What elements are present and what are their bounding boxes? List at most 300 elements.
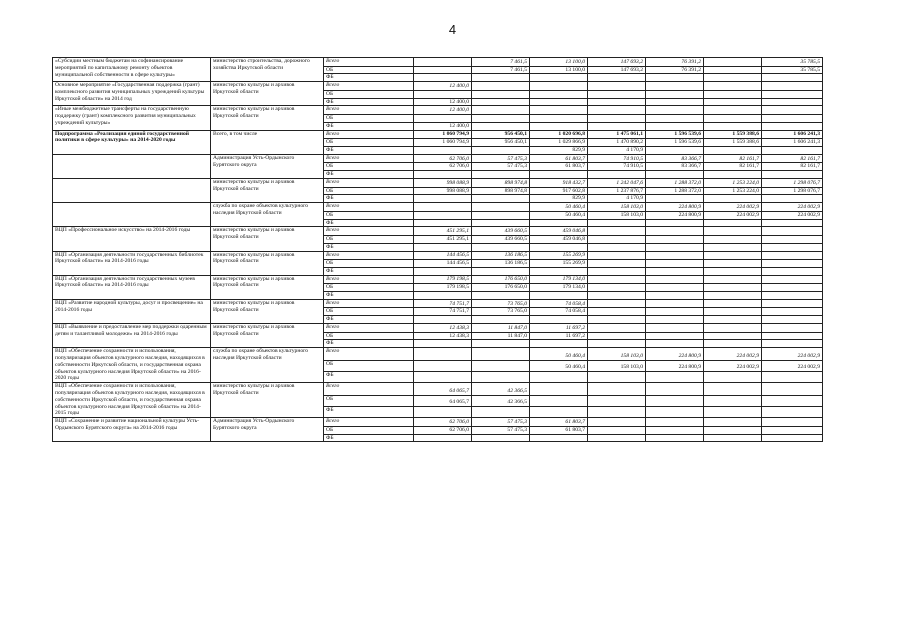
value-cell xyxy=(762,98,823,106)
value-cell: 224 002,9 xyxy=(704,360,762,371)
value-cell xyxy=(414,406,472,417)
value-cell xyxy=(588,235,646,243)
value-cell xyxy=(472,211,530,219)
value-cell: 176 650,0 xyxy=(472,284,530,292)
budget-row xyxy=(53,227,823,236)
value-cell: 12 400,0 xyxy=(414,98,472,106)
value-cell: 4 170,9 xyxy=(588,146,646,154)
value-cell xyxy=(530,90,588,98)
value-cell xyxy=(588,383,646,395)
value-cell xyxy=(646,74,704,82)
value-cell: 11 697,2 xyxy=(530,324,588,333)
funding-source-cell: ОБ xyxy=(324,163,414,171)
value-cell xyxy=(414,171,472,179)
value-cell xyxy=(530,219,588,227)
value-cell: 224 002,9 xyxy=(704,203,762,212)
value-cell xyxy=(762,284,823,292)
value-cell: 1 288 372,0 xyxy=(646,178,704,187)
value-cell xyxy=(588,275,646,284)
value-cell: 179 198,5 xyxy=(414,275,472,284)
value-cell: 451 295,1 xyxy=(414,235,472,243)
value-cell: 224 002,9 xyxy=(762,203,823,212)
value-cell xyxy=(472,203,530,212)
value-cell: 62 706,0 xyxy=(414,418,472,427)
value-cell xyxy=(472,82,530,91)
value-cell xyxy=(472,98,530,106)
value-cell xyxy=(588,260,646,268)
value-cell: 50 460,4 xyxy=(530,211,588,219)
executor-cell: министерство строительства, дорожного хозяйства Иркутской области xyxy=(211,58,324,82)
value-cell xyxy=(704,74,762,82)
budget-row xyxy=(53,299,823,308)
value-cell: 136 186,5 xyxy=(472,251,530,260)
value-cell xyxy=(762,235,823,243)
budget-row xyxy=(53,324,823,333)
funding-source-cell: ОБ xyxy=(324,332,414,340)
value-cell xyxy=(414,348,472,360)
value-cell: 155 269,9 xyxy=(530,251,588,260)
value-cell xyxy=(762,90,823,98)
funding-source-cell: ФБ xyxy=(324,146,414,154)
value-cell xyxy=(414,360,472,371)
value-cell: 82 161,7 xyxy=(762,154,823,163)
value-cell: 1 606 241,3 xyxy=(762,139,823,147)
value-cell xyxy=(704,260,762,268)
budget-row xyxy=(53,130,823,139)
value-cell xyxy=(704,426,762,434)
value-cell xyxy=(646,90,704,98)
value-cell: 829,9 xyxy=(530,146,588,154)
value-cell: 73 765,0 xyxy=(472,308,530,316)
value-cell: 439 660,5 xyxy=(472,235,530,243)
value-cell xyxy=(530,406,588,417)
executor-cell: министерство культуры и архивов Иркутской области xyxy=(211,106,324,130)
value-cell xyxy=(704,418,762,427)
program-description: ВЦП «Организация деятельности государственных библиотек Иркутской области» на 2014-2016 годы xyxy=(53,251,211,275)
value-cell: 179 198,5 xyxy=(414,284,472,292)
value-cell: 1 596 539,6 xyxy=(646,139,704,147)
program-description: ВЦП «Обеспечение сохранности и использования, популяризация объектов культурного наследия, находящихся в собственности Иркутской области, и государственная охрана объектов культурного наследия Иркутской области» на 2016-2020 годы xyxy=(53,348,211,383)
value-cell xyxy=(762,146,823,154)
funding-source-cell: ОБ xyxy=(324,139,414,147)
value-cell xyxy=(530,383,588,395)
value-cell: 11 847,0 xyxy=(472,332,530,340)
value-cell xyxy=(588,106,646,115)
program-description xyxy=(53,203,211,227)
value-cell xyxy=(762,426,823,434)
value-cell xyxy=(762,395,823,406)
value-cell xyxy=(646,383,704,395)
value-cell: 224 002,9 xyxy=(704,348,762,360)
value-cell xyxy=(704,82,762,91)
value-cell xyxy=(646,324,704,333)
value-cell: 1 298 076,7 xyxy=(762,178,823,187)
value-cell xyxy=(646,316,704,324)
value-cell: 12 400,0 xyxy=(414,122,472,130)
value-cell: 83 366,7 xyxy=(646,163,704,171)
program-description: ВЦП «Выявление и предоставление мер поддержки одаренным детям и талантливой молодежи» на 2014-2016 годы xyxy=(53,324,211,348)
value-cell xyxy=(472,292,530,300)
budget-row xyxy=(53,58,823,67)
value-cell xyxy=(588,74,646,82)
program-description: Подпрограмма «Реализация единой государственной политики в сфере культуры» на 2014-2020 годы xyxy=(53,130,211,154)
value-cell xyxy=(588,316,646,324)
value-cell xyxy=(472,122,530,130)
value-cell xyxy=(472,219,530,227)
budget-row xyxy=(53,106,823,115)
program-description: ВЦП «Обеспечение сохранности и использования, популяризация объектов культурного наследия, находящихся в собственности Иркутской области, и государственная охрана объектов культурного наследия Иркутской области» на 2014-2015 годы xyxy=(53,383,211,418)
value-cell: 74 910,5 xyxy=(588,163,646,171)
value-cell xyxy=(762,195,823,203)
value-cell xyxy=(646,434,704,442)
value-cell xyxy=(588,82,646,91)
value-cell: 1 596 539,6 xyxy=(646,130,704,139)
value-cell xyxy=(762,406,823,417)
funding-source-cell: ОБ xyxy=(324,395,414,406)
value-cell xyxy=(704,284,762,292)
value-cell: 57 475,3 xyxy=(472,154,530,163)
value-cell: 50 460,4 xyxy=(530,360,588,371)
value-cell: 224 800,9 xyxy=(646,360,704,371)
value-cell xyxy=(646,332,704,340)
funding-source-cell: Всего xyxy=(324,178,414,187)
value-cell: 74 058,4 xyxy=(530,299,588,308)
value-cell xyxy=(646,146,704,154)
value-cell xyxy=(704,195,762,203)
value-cell xyxy=(414,195,472,203)
value-cell: 61 803,7 xyxy=(530,426,588,434)
value-cell: 12 438,3 xyxy=(414,324,472,333)
value-cell xyxy=(762,82,823,91)
value-cell: 1 060 794,9 xyxy=(414,130,472,139)
value-cell xyxy=(704,395,762,406)
value-cell xyxy=(762,332,823,340)
value-cell xyxy=(588,251,646,260)
value-cell: 224 800,9 xyxy=(646,211,704,219)
value-cell xyxy=(646,195,704,203)
value-cell xyxy=(414,316,472,324)
value-cell: 13 100,0 xyxy=(530,58,588,67)
value-cell xyxy=(414,146,472,154)
value-cell: 12 400,0 xyxy=(414,106,472,115)
funding-source-cell: ФБ xyxy=(324,195,414,203)
value-cell xyxy=(472,106,530,115)
value-cell xyxy=(472,434,530,442)
value-cell xyxy=(472,146,530,154)
executor-cell: министерство культуры и архивов Иркутской области xyxy=(211,82,324,106)
value-cell xyxy=(762,74,823,82)
value-cell: 158 103,0 xyxy=(588,211,646,219)
value-cell: 1 559 388,6 xyxy=(704,130,762,139)
value-cell xyxy=(414,74,472,82)
value-cell xyxy=(530,122,588,130)
value-cell xyxy=(588,114,646,122)
value-cell xyxy=(704,114,762,122)
value-cell xyxy=(646,106,704,115)
value-cell xyxy=(704,235,762,243)
value-cell xyxy=(472,90,530,98)
value-cell xyxy=(646,426,704,434)
value-cell: 829,9 xyxy=(530,195,588,203)
value-cell: 12 438,3 xyxy=(414,332,472,340)
funding-source-cell: ФБ xyxy=(324,292,414,300)
value-cell xyxy=(704,66,762,74)
value-cell xyxy=(704,267,762,275)
value-cell: 1 253 224,0 xyxy=(704,187,762,195)
program-description: ВЦП «Организация деятельности государственных музеев Иркутской области» на 2014-2016 годы xyxy=(53,275,211,299)
program-description: Основное мероприятие «Государственная поддержка (грант) комплексного развития муниципальных учреждений культуры Иркутской области» на 2014 год xyxy=(53,82,211,106)
value-cell: 12 400,0 xyxy=(414,82,472,91)
value-cell: 7 461,5 xyxy=(472,66,530,74)
value-cell: 439 660,5 xyxy=(472,227,530,236)
value-cell xyxy=(530,114,588,122)
funding-source-cell: ФБ xyxy=(324,316,414,324)
value-cell: 1 475 061,1 xyxy=(588,130,646,139)
value-cell: 13 100,0 xyxy=(530,66,588,74)
value-cell xyxy=(414,434,472,442)
page-number: 4 xyxy=(448,22,457,37)
value-cell xyxy=(646,395,704,406)
value-cell xyxy=(530,243,588,251)
value-cell xyxy=(762,275,823,284)
value-cell: 42 366,5 xyxy=(472,383,530,395)
executor-cell: министерство культуры и архивов Иркутской области xyxy=(211,227,324,251)
value-cell: 74 910,5 xyxy=(588,154,646,163)
funding-source-cell: ФБ xyxy=(324,371,414,382)
funding-source-cell: Всего xyxy=(324,418,414,427)
value-cell: 224 002,9 xyxy=(762,211,823,219)
value-cell xyxy=(762,316,823,324)
value-cell: 224 002,9 xyxy=(704,211,762,219)
value-cell xyxy=(762,122,823,130)
value-cell xyxy=(704,227,762,236)
value-cell xyxy=(472,406,530,417)
funding-source-cell: Всего xyxy=(324,275,414,284)
value-cell xyxy=(530,74,588,82)
value-cell xyxy=(414,267,472,275)
value-cell: 158 103,0 xyxy=(588,348,646,360)
value-cell: 82 161,7 xyxy=(704,163,762,171)
value-cell xyxy=(588,227,646,236)
funding-source-cell: ФБ xyxy=(324,74,414,82)
value-cell xyxy=(414,114,472,122)
value-cell xyxy=(588,371,646,382)
value-cell xyxy=(588,98,646,106)
program-description: «Иные межбюджетные трансферты на государственную поддержку (грант) комплексного развития муниципальных учреждений культуры» xyxy=(53,106,211,130)
value-cell xyxy=(646,260,704,268)
budget-table xyxy=(52,57,823,442)
program-description: ВЦП «Сохранение и развитие национальной культуры Усть-Ордынского Бурятского округа» на 2014-2016 годы xyxy=(53,418,211,442)
value-cell xyxy=(414,211,472,219)
executor-cell: министерство культуры и архивов Иркутской области xyxy=(211,275,324,299)
value-cell xyxy=(762,251,823,260)
value-cell: 11 847,0 xyxy=(472,324,530,333)
value-cell xyxy=(646,275,704,284)
value-cell xyxy=(704,58,762,67)
value-cell xyxy=(414,219,472,227)
value-cell xyxy=(472,316,530,324)
value-cell xyxy=(588,90,646,98)
value-cell: 179 134,0 xyxy=(530,284,588,292)
value-cell: 147 693,2 xyxy=(588,58,646,67)
value-cell xyxy=(646,243,704,251)
value-cell: 57 475,3 xyxy=(472,426,530,434)
funding-source-cell: ОБ xyxy=(324,284,414,292)
value-cell xyxy=(530,316,588,324)
budget-row xyxy=(53,178,823,187)
value-cell: 35 785,5 xyxy=(762,66,823,74)
funding-source-cell: Всего xyxy=(324,251,414,260)
value-cell: 956 450,1 xyxy=(472,139,530,147)
value-cell xyxy=(704,324,762,333)
funding-source-cell: ФБ xyxy=(324,434,414,442)
value-cell: 158 103,0 xyxy=(588,360,646,371)
value-cell xyxy=(646,267,704,275)
funding-source-cell: ФБ xyxy=(324,243,414,251)
value-cell: 64 065,7 xyxy=(414,383,472,395)
value-cell: 155 269,9 xyxy=(530,260,588,268)
value-cell xyxy=(646,227,704,236)
value-cell xyxy=(762,106,823,115)
value-cell: 224 800,9 xyxy=(646,348,704,360)
value-cell: 1 288 372,0 xyxy=(646,187,704,195)
value-cell xyxy=(762,371,823,382)
value-cell xyxy=(704,98,762,106)
executor-cell: служба по охране объектов культурного наследия Иркутской области xyxy=(211,203,324,227)
value-cell: 57 475,3 xyxy=(472,418,530,427)
funding-source-cell: ОБ xyxy=(324,235,414,243)
value-cell: 76 391,2 xyxy=(646,58,704,67)
value-cell: 144 456,5 xyxy=(414,260,472,268)
funding-source-cell: Всего xyxy=(324,227,414,236)
funding-source-cell: Всего xyxy=(324,106,414,115)
funding-source-cell: ОБ xyxy=(324,211,414,219)
value-cell xyxy=(588,332,646,340)
value-cell xyxy=(588,292,646,300)
funding-source-cell: ОБ xyxy=(324,260,414,268)
program-description xyxy=(53,178,211,202)
value-cell xyxy=(762,324,823,333)
value-cell xyxy=(414,243,472,251)
value-cell xyxy=(588,171,646,179)
value-cell xyxy=(704,106,762,115)
value-cell xyxy=(472,74,530,82)
value-cell: 82 161,7 xyxy=(762,163,823,171)
value-cell: 74 751,7 xyxy=(414,308,472,316)
value-cell: 459 046,8 xyxy=(530,235,588,243)
funding-source-cell: ОБ xyxy=(324,66,414,74)
value-cell: 61 803,7 xyxy=(530,163,588,171)
value-cell: 136 186,5 xyxy=(472,260,530,268)
value-cell xyxy=(414,66,472,74)
funding-source-cell: ФБ xyxy=(324,267,414,275)
executor-cell: Всего, в том числе xyxy=(211,130,324,154)
value-cell xyxy=(646,308,704,316)
value-cell xyxy=(588,395,646,406)
value-cell xyxy=(472,371,530,382)
value-cell xyxy=(530,82,588,91)
value-cell xyxy=(762,267,823,275)
value-cell xyxy=(530,434,588,442)
value-cell xyxy=(472,360,530,371)
funding-source-cell: Всего xyxy=(324,58,414,67)
funding-source-cell: ОБ xyxy=(324,308,414,316)
value-cell: 11 697,2 xyxy=(530,332,588,340)
value-cell: 1 060 794,9 xyxy=(414,139,472,147)
executor-cell: служба по охране объектов культурного наследия Иркутской области xyxy=(211,348,324,383)
value-cell xyxy=(588,434,646,442)
funding-source-cell: Всего xyxy=(324,299,414,308)
value-cell: 179 134,0 xyxy=(530,275,588,284)
value-cell: 917 602,8 xyxy=(530,187,588,195)
value-cell xyxy=(704,90,762,98)
budget-row xyxy=(53,203,823,212)
funding-source-cell: Всего xyxy=(324,130,414,139)
value-cell xyxy=(704,299,762,308)
value-cell xyxy=(472,114,530,122)
value-cell xyxy=(704,219,762,227)
value-cell: 7 461,5 xyxy=(472,58,530,67)
value-cell: 1 020 696,8 xyxy=(530,130,588,139)
executor-cell: министерство культуры и архивов Иркутской области xyxy=(211,251,324,275)
value-cell xyxy=(704,332,762,340)
executor-cell: Администрация Усть-Ордынского Бурятского округа xyxy=(211,154,324,178)
value-cell xyxy=(588,406,646,417)
value-cell xyxy=(646,284,704,292)
funding-source-cell: Всего xyxy=(324,383,414,395)
budget-row xyxy=(53,251,823,260)
funding-source-cell: Всего xyxy=(324,82,414,91)
value-cell: 1 029 866,9 xyxy=(530,139,588,147)
value-cell: 224 002,9 xyxy=(762,348,823,360)
budget-row xyxy=(53,383,823,395)
value-cell xyxy=(588,308,646,316)
value-cell xyxy=(762,299,823,308)
budget-table-body xyxy=(53,58,823,442)
value-cell xyxy=(704,146,762,154)
value-cell: 61 803,7 xyxy=(530,154,588,163)
value-cell: 62 706,0 xyxy=(414,426,472,434)
executor-cell: министерство культуры и архивов Иркутской области xyxy=(211,178,324,202)
funding-source-cell: ФБ xyxy=(324,122,414,130)
value-cell: 50 460,4 xyxy=(530,348,588,360)
value-cell xyxy=(704,340,762,348)
value-cell: 62 706,0 xyxy=(414,154,472,163)
value-cell: 1 242 047,6 xyxy=(588,178,646,187)
value-cell xyxy=(530,292,588,300)
value-cell xyxy=(704,251,762,260)
value-cell xyxy=(472,195,530,203)
value-cell xyxy=(646,406,704,417)
funding-source-cell: ФБ xyxy=(324,98,414,106)
value-cell xyxy=(704,171,762,179)
value-cell xyxy=(762,219,823,227)
budget-row xyxy=(53,418,823,427)
value-cell xyxy=(646,219,704,227)
value-cell: 83 366,7 xyxy=(646,154,704,163)
executor-cell: Администрация Усть-Ордынского Бурятского округа xyxy=(211,418,324,442)
value-cell: 176 650,0 xyxy=(472,275,530,284)
value-cell xyxy=(530,267,588,275)
value-cell xyxy=(588,340,646,348)
funding-source-cell: ФБ xyxy=(324,406,414,417)
value-cell xyxy=(704,308,762,316)
value-cell xyxy=(762,227,823,236)
program-description xyxy=(53,154,211,178)
value-cell xyxy=(762,340,823,348)
value-cell: 224 002,9 xyxy=(762,360,823,371)
program-description: ВЦП «Развитие народной культуры, досуг и просвещение» на 2014-2016 годы xyxy=(53,299,211,323)
